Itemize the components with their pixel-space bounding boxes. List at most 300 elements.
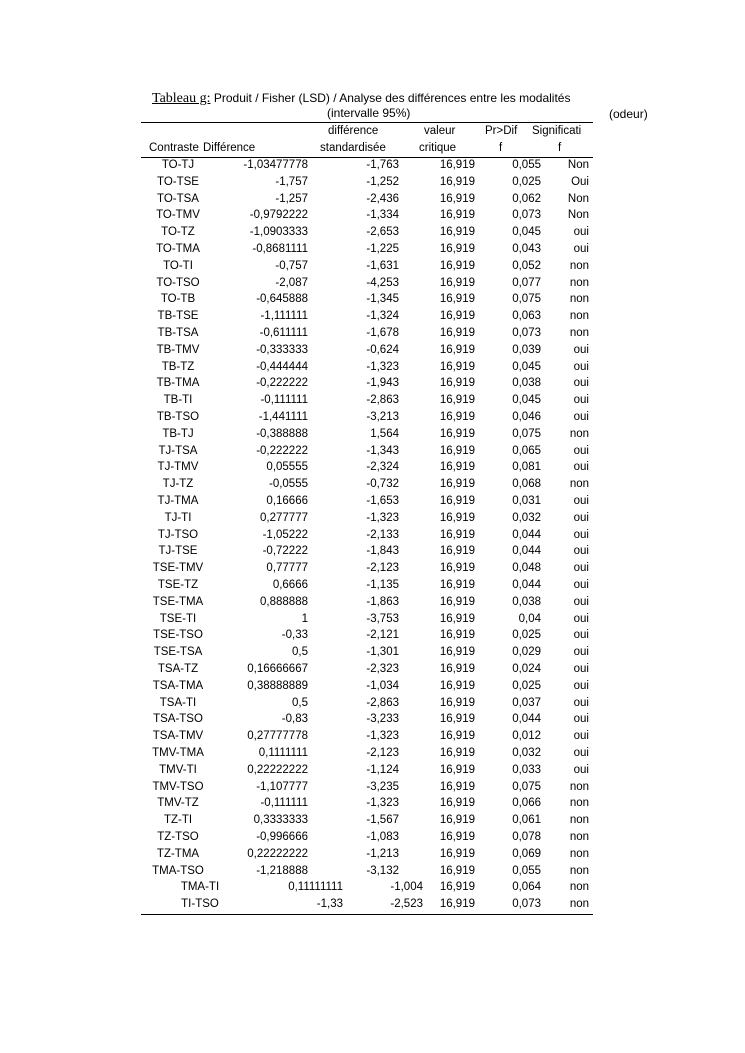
cell-significatif: non	[569, 427, 589, 440]
cell-significatif: non	[569, 831, 589, 843]
cell-diff-std: -2,324	[366, 461, 399, 474]
cell-valeur-critique: 16,919	[439, 377, 475, 390]
cell-contraste: TB-TMA	[156, 377, 200, 390]
cell-difference: -0,111111	[260, 797, 308, 810]
cell-contraste: TJ-TI	[164, 511, 192, 524]
cell-pr-diff: 0,033	[512, 763, 541, 776]
cell-contraste: TB-TSO	[156, 411, 200, 423]
cell-significatif: oui	[573, 696, 589, 709]
cell-significatif: oui	[573, 495, 589, 507]
top-rule	[141, 122, 593, 123]
cell-contraste: TO-TSE	[157, 175, 199, 188]
cell-significatif: non	[569, 864, 589, 877]
table-row	[141, 375, 593, 392]
cell-diff-std: -1,213	[366, 847, 399, 860]
cell-significatif: oui	[573, 730, 589, 743]
cell-significatif: oui	[573, 562, 589, 575]
cell-significatif: oui	[573, 646, 589, 659]
cell-contraste: TSA-TSO	[153, 713, 203, 726]
cell-contraste: TMV-TI	[159, 763, 197, 776]
cell-diff-std: 1,564	[370, 427, 399, 440]
table-row	[141, 745, 593, 762]
table-row	[141, 661, 593, 678]
cell-contraste: TSA-TI	[159, 696, 197, 709]
table-row	[141, 812, 593, 829]
cell-diff-std: -3,233	[366, 713, 399, 726]
cell-valeur-critique: 16,919	[439, 629, 475, 642]
cell-difference: 0,22222222	[247, 763, 308, 776]
cell-pr-diff: 0,039	[512, 343, 541, 356]
cell-contraste: TSE-TI	[159, 612, 197, 625]
cell-significatif: oui	[573, 360, 589, 373]
cell-contraste: TO-TMV	[156, 209, 200, 222]
cell-significatif: oui	[573, 663, 589, 675]
table-row	[141, 493, 593, 510]
cell-contraste: TMV-TSO	[152, 780, 204, 793]
cell-pr-diff: 0,012	[512, 730, 541, 743]
cell-difference: -1,257	[275, 192, 308, 205]
cell-contraste: TSA-TMV	[152, 730, 204, 743]
header-pr-1: Pr>Dif	[485, 125, 518, 137]
cell-diff-std: -1,323	[366, 797, 399, 810]
cell-contraste: TJ-TSE	[158, 545, 198, 558]
cell-significatif: oui	[573, 579, 589, 591]
cell-diff-std: -1,345	[366, 293, 399, 306]
cell-pr-diff: 0,045	[512, 360, 541, 373]
cell-difference: -0,8681111	[252, 243, 308, 255]
cell-significatif: oui	[573, 411, 589, 423]
cell-difference: -0,996666	[256, 831, 308, 843]
cell-valeur-critique: 16,919	[439, 579, 475, 591]
cell-pr-diff: 0,04	[518, 612, 541, 625]
cell-difference: -0,222222	[256, 377, 308, 390]
cell-valeur-critique: 16,919	[439, 243, 475, 255]
cell-contraste: TSE-TMA	[152, 595, 204, 608]
cell-contraste: TJ-TSA	[158, 444, 198, 457]
cell-contraste: TB-TI	[163, 394, 193, 407]
table-row	[141, 275, 593, 292]
cell-valeur-critique: 16,919	[439, 663, 475, 675]
cell-pr-diff: 0,065	[512, 444, 541, 457]
cell-pr-diff: 0,075	[512, 427, 541, 440]
table-row	[141, 829, 593, 846]
cell-contraste: TO-TJ	[161, 159, 195, 171]
header-diff-std-2: standardisée	[320, 142, 386, 154]
cell-difference: 0,38888889	[247, 679, 308, 692]
table-row	[141, 543, 593, 560]
cell-contraste: TB-TSE	[157, 310, 199, 323]
cell-diff-std: -2,323	[366, 663, 399, 675]
cell-significatif: Oui	[571, 175, 589, 188]
cell-diff-std: -2,436	[366, 192, 399, 205]
cell-difference: -0,0555	[268, 478, 308, 491]
cell-pr-diff: 0,073	[512, 327, 541, 339]
table-row	[141, 728, 593, 745]
cell-difference: -1,441111	[258, 411, 308, 423]
cell-valeur-critique: 16,919	[439, 864, 475, 877]
cell-significatif: non	[569, 276, 589, 289]
cell-valeur-critique: 16,919	[439, 612, 475, 625]
cell-contraste: TSA-TZ	[157, 663, 199, 675]
cell-significatif: non	[569, 780, 589, 793]
cell-diff-std: -2,863	[366, 696, 399, 709]
cell-diff-std: -1,004	[390, 881, 423, 894]
cell-pr-diff: 0,038	[512, 377, 541, 390]
table-row	[141, 224, 593, 241]
cell-diff-std: -1,323	[366, 511, 399, 524]
cell-contraste: TZ-TSO	[157, 831, 199, 843]
cell-difference: -1,757	[275, 175, 308, 188]
header-valeur-2: critique	[419, 142, 457, 154]
cell-valeur-critique: 16,919	[439, 747, 475, 759]
cell-significatif: Non	[567, 192, 589, 205]
cell-diff-std: -2,133	[366, 528, 399, 541]
cell-contraste: TJ-TZ	[162, 478, 194, 491]
cell-difference: 0,6666	[272, 579, 308, 591]
cell-diff-std: -1,225	[366, 243, 399, 255]
table-row	[141, 459, 593, 476]
cell-significatif: oui	[573, 511, 589, 524]
cell-significatif: non	[569, 881, 589, 894]
table-row	[141, 644, 593, 661]
cell-significatif: oui	[573, 763, 589, 776]
cell-significatif: Non	[567, 209, 589, 222]
cell-diff-std: -0,624	[366, 343, 399, 356]
cell-pr-diff: 0,043	[512, 243, 541, 255]
cell-contraste: TI-TSO	[181, 898, 219, 911]
table-row	[141, 795, 593, 812]
cell-valeur-critique: 16,919	[439, 427, 475, 440]
cell-diff-std: -1,678	[366, 327, 399, 339]
cell-pr-diff: 0,052	[512, 259, 541, 272]
cell-diff-std: -1,324	[366, 310, 399, 323]
cell-difference: -1,111111	[260, 310, 308, 323]
cell-pr-diff: 0,081	[512, 461, 541, 474]
table-row	[141, 325, 593, 342]
bottom-rule	[141, 914, 593, 915]
cell-pr-diff: 0,075	[512, 780, 541, 793]
cell-diff-std: -1,843	[366, 545, 399, 558]
cell-valeur-critique: 16,919	[439, 595, 475, 608]
cell-significatif: oui	[573, 394, 589, 407]
header-diff-std-1: différence	[328, 125, 379, 137]
cell-diff-std: -1,083	[366, 831, 399, 843]
cell-difference: -0,645888	[256, 293, 308, 306]
cell-difference: -2,087	[275, 276, 308, 289]
table-row	[141, 762, 593, 779]
cell-difference: 1	[301, 612, 308, 625]
cell-difference: 0,16666667	[247, 663, 308, 675]
table-row	[141, 896, 593, 913]
cell-diff-std: -1,323	[366, 360, 399, 373]
table-row	[141, 695, 593, 712]
cell-difference: -0,757	[275, 259, 308, 272]
header-sig-1: Significati	[532, 125, 582, 137]
cell-contraste: TO-TMA	[156, 243, 200, 255]
cell-pr-diff: 0,025	[512, 679, 541, 692]
cell-valeur-critique: 16,919	[439, 461, 475, 474]
cell-pr-diff: 0,061	[512, 814, 541, 827]
cell-contraste: TSA-TMA	[152, 679, 204, 692]
cell-valeur-critique: 16,919	[439, 797, 475, 810]
cell-pr-diff: 0,055	[512, 159, 541, 171]
cell-pr-diff: 0,055	[512, 864, 541, 877]
table-row	[141, 207, 593, 224]
cell-pr-diff: 0,078	[512, 831, 541, 843]
cell-significatif: oui	[573, 377, 589, 390]
cell-diff-std: -1,653	[366, 495, 399, 507]
cell-significatif: oui	[573, 679, 589, 692]
table-row	[141, 157, 593, 174]
cell-diff-std: -1,124	[366, 763, 399, 776]
cell-valeur-critique: 16,919	[439, 495, 475, 507]
table-row	[141, 392, 593, 409]
cell-difference: -1,107777	[256, 780, 308, 793]
cell-difference: -0,444444	[256, 360, 308, 373]
table-row	[141, 359, 593, 376]
cell-difference: -0,333333	[256, 343, 308, 356]
cell-valeur-critique: 16,919	[439, 881, 475, 894]
cell-diff-std: -1,034	[366, 679, 399, 692]
cell-pr-diff: 0,073	[512, 209, 541, 222]
cell-diff-std: -2,123	[366, 562, 399, 575]
cell-valeur-critique: 16,919	[439, 562, 475, 575]
cell-difference: 0,05555	[266, 461, 308, 474]
cell-valeur-critique: 16,919	[439, 360, 475, 373]
cell-valeur-critique: 16,919	[439, 528, 475, 541]
header-difference: Différence	[203, 142, 256, 154]
table-row	[141, 846, 593, 863]
table-row	[141, 409, 593, 426]
cell-difference: 0,888888	[260, 595, 308, 608]
cell-valeur-critique: 16,919	[439, 713, 475, 726]
cell-valeur-critique: 16,919	[439, 898, 475, 911]
cell-difference: 0,22222222	[247, 847, 308, 860]
table-row	[141, 426, 593, 443]
cell-contraste: TO-TSA	[157, 192, 199, 205]
cell-significatif: non	[569, 259, 589, 272]
cell-contraste: TO-TI	[163, 259, 193, 272]
cell-significatif: non	[569, 847, 589, 860]
cell-valeur-critique: 16,919	[439, 763, 475, 776]
cell-contraste: TB-TMV	[156, 343, 200, 356]
cell-contraste: TMV-TZ	[157, 797, 199, 810]
cell-pr-diff: 0,032	[512, 511, 541, 524]
cell-valeur-critique: 16,919	[439, 780, 475, 793]
cell-significatif: Non	[567, 159, 589, 171]
cell-valeur-critique: 16,919	[439, 831, 475, 843]
cell-pr-diff: 0,045	[512, 394, 541, 407]
cell-diff-std: -1,763	[366, 159, 399, 171]
cell-diff-std: -3,213	[366, 411, 399, 423]
cell-contraste: TZ-TI	[163, 814, 193, 827]
table-row	[141, 342, 593, 359]
cell-valeur-critique: 16,919	[439, 814, 475, 827]
cell-difference: -0,72222	[262, 545, 308, 558]
cell-difference: -1,33	[316, 898, 343, 911]
cell-significatif: oui	[573, 243, 589, 255]
cell-pr-diff: 0,044	[512, 579, 541, 591]
cell-significatif: oui	[573, 713, 589, 726]
table-row	[141, 443, 593, 460]
cell-diff-std: -1,567	[366, 814, 399, 827]
cell-valeur-critique: 16,919	[439, 276, 475, 289]
table-row	[141, 241, 593, 258]
table-title-interval: (intervalle 95%)	[327, 106, 411, 120]
cell-difference: -1,03477778	[243, 159, 308, 171]
cell-valeur-critique: 16,919	[439, 411, 475, 423]
cell-pr-diff: 0,038	[512, 595, 541, 608]
cell-valeur-critique: 16,919	[439, 259, 475, 272]
cell-difference: 0,11111111	[288, 881, 343, 894]
cell-difference: -0,611111	[259, 327, 308, 339]
cell-pr-diff: 0,045	[512, 226, 541, 239]
cell-significatif: oui	[573, 528, 589, 541]
cell-valeur-critique: 16,919	[439, 327, 475, 339]
table-label: Tableau g:	[152, 91, 211, 106]
cell-pr-diff: 0,075	[512, 293, 541, 306]
table-row	[141, 627, 593, 644]
cell-valeur-critique: 16,919	[439, 209, 475, 222]
cell-pr-diff: 0,062	[512, 192, 541, 205]
cell-significatif: oui	[573, 747, 589, 759]
cell-significatif: oui	[573, 226, 589, 239]
cell-contraste: TO-TZ	[161, 226, 195, 239]
cell-diff-std: -2,863	[366, 394, 399, 407]
cell-difference: -0,388888	[256, 427, 308, 440]
cell-difference: -0,83	[281, 713, 308, 726]
cell-contraste: TMV-TMA	[152, 747, 204, 759]
table-row	[141, 779, 593, 796]
cell-significatif: oui	[573, 461, 589, 474]
cell-pr-diff: 0,063	[512, 310, 541, 323]
cell-contraste: TJ-TMV	[157, 461, 199, 474]
cell-valeur-critique: 16,919	[439, 646, 475, 659]
table-row	[141, 527, 593, 544]
cell-valeur-critique: 16,919	[439, 226, 475, 239]
cell-diff-std: -1,863	[366, 595, 399, 608]
table-row	[141, 258, 593, 275]
cell-significatif: non	[569, 898, 589, 911]
cell-contraste: TZ-TMA	[156, 847, 200, 860]
cell-valeur-critique: 16,919	[439, 696, 475, 709]
cell-difference: 0,5	[292, 646, 308, 659]
cell-pr-diff: 0,068	[512, 478, 541, 491]
cell-valeur-critique: 16,919	[439, 159, 475, 171]
header-contraste: Contraste	[149, 142, 199, 154]
cell-diff-std: -1,252	[366, 175, 399, 188]
table-row	[141, 577, 593, 594]
cell-pr-diff: 0,073	[512, 898, 541, 911]
table-row	[141, 191, 593, 208]
table-row	[141, 879, 593, 896]
cell-valeur-critique: 16,919	[439, 511, 475, 524]
cell-pr-diff: 0,069	[512, 847, 541, 860]
cell-difference: -0,9792222	[249, 209, 308, 222]
cell-contraste: TSE-TZ	[157, 579, 199, 591]
table-row	[141, 476, 593, 493]
cell-difference: 0,5	[292, 696, 308, 709]
table-row	[141, 308, 593, 325]
cell-valeur-critique: 16,919	[439, 293, 475, 306]
cell-difference: -1,0903333	[249, 226, 308, 239]
cell-valeur-critique: 16,919	[439, 545, 475, 558]
cell-valeur-critique: 16,919	[439, 310, 475, 323]
cell-difference: -0,222222	[256, 444, 308, 457]
cell-pr-diff: 0,037	[512, 696, 541, 709]
cell-contraste: TB-TJ	[162, 427, 194, 440]
header-sig-2: f	[558, 142, 562, 154]
cell-diff-std: -4,253	[366, 276, 399, 289]
cell-valeur-critique: 16,919	[439, 730, 475, 743]
cell-difference: 0,27777778	[247, 730, 308, 743]
cell-valeur-critique: 16,919	[439, 444, 475, 457]
cell-diff-std: -1,943	[366, 377, 399, 390]
table-row	[141, 560, 593, 577]
cell-significatif: non	[569, 478, 589, 491]
cell-diff-std: -0,732	[366, 478, 399, 491]
cell-pr-diff: 0,066	[512, 797, 541, 810]
cell-pr-diff: 0,031	[512, 495, 541, 507]
cell-pr-diff: 0,048	[512, 562, 541, 575]
cell-significatif: oui	[573, 595, 589, 608]
cell-pr-diff: 0,029	[512, 646, 541, 659]
cell-diff-std: -1,135	[366, 579, 399, 591]
cell-significatif: non	[569, 310, 589, 323]
cell-difference: -1,218888	[256, 864, 308, 877]
cell-significatif: oui	[573, 629, 589, 642]
cell-pr-diff: 0,044	[512, 528, 541, 541]
cell-difference: 0,16666	[266, 495, 308, 507]
cell-significatif: non	[569, 293, 589, 306]
cell-contraste: TMA-TI	[180, 881, 220, 894]
cell-significatif: non	[569, 327, 589, 339]
cell-significatif: oui	[573, 444, 589, 457]
cell-diff-std: -1,301	[366, 646, 399, 659]
cell-significatif: non	[569, 797, 589, 810]
cell-contraste: TMA-TSO	[152, 864, 204, 877]
table-title-text: Produit / Fisher (LSD) / Analyse des différences entre les modalités	[213, 91, 571, 105]
cell-pr-diff: 0,077	[512, 276, 541, 289]
cell-valeur-critique: 16,919	[439, 478, 475, 491]
cell-contraste: TO-TB	[160, 293, 196, 306]
cell-diff-std: -2,121	[366, 629, 399, 642]
cell-difference: -1,05222	[262, 528, 308, 541]
table-row	[141, 594, 593, 611]
cell-diff-std: -1,631	[366, 259, 399, 272]
cell-diff-std: -1,343	[366, 444, 399, 457]
table-row	[141, 711, 593, 728]
cell-difference: 0,77777	[266, 562, 308, 575]
cell-valeur-critique: 16,919	[439, 175, 475, 188]
cell-diff-std: -2,523	[390, 898, 423, 911]
cell-diff-std: -1,334	[366, 209, 399, 222]
cell-diff-std: -2,123	[366, 747, 399, 759]
table-row	[141, 174, 593, 191]
cell-significatif: oui	[573, 545, 589, 558]
cell-pr-diff: 0,044	[512, 545, 541, 558]
cell-pr-diff: 0,032	[512, 747, 541, 759]
cell-significatif: oui	[573, 343, 589, 356]
cell-diff-std: -3,132	[366, 864, 399, 877]
cell-pr-diff: 0,025	[512, 175, 541, 188]
cell-contraste: TB-TSA	[157, 327, 199, 339]
cell-pr-diff: 0,046	[512, 411, 541, 423]
cell-contraste: TO-TSO	[156, 276, 200, 289]
cell-valeur-critique: 16,919	[439, 679, 475, 692]
table-title	[152, 90, 570, 107]
cell-valeur-critique: 16,919	[439, 394, 475, 407]
